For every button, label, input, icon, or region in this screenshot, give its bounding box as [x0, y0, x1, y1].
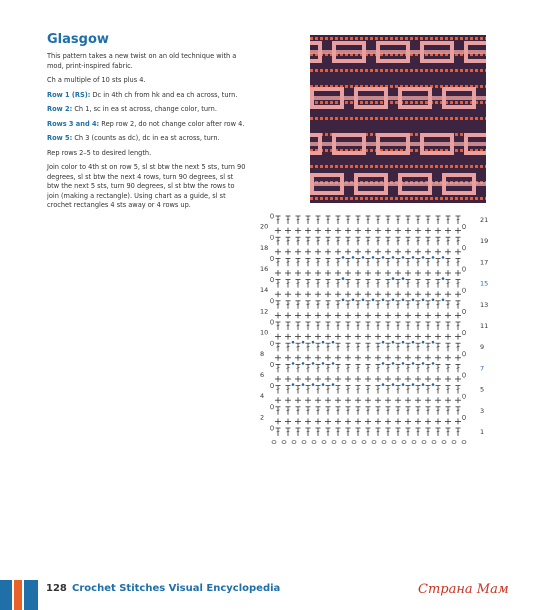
row-label-21: 21 [480, 216, 489, 224]
chart-row-15 [270, 277, 460, 287]
footer-color-stripes [0, 580, 40, 610]
row-label-18: 18 [260, 243, 269, 252]
row-label-11: 11 [480, 322, 489, 330]
stitch-chart [258, 212, 498, 456]
row-label-10: 10 [260, 328, 269, 337]
chart-row-12 [275, 309, 466, 318]
row-label-2: 2 [260, 413, 265, 422]
stripe-1 [0, 580, 12, 610]
row-label-20: 20 [260, 222, 269, 231]
paragraph-chain: Ch a multiple of 10 sts plus 4. [47, 76, 146, 84]
book-title: Crochet Stitches Visual Encyclopedia [72, 583, 281, 594]
paragraph-intro: This pattern takes a new twist on an old technique with a mod, print-inspired fabric. [47, 52, 237, 70]
chart-row-20 [275, 224, 466, 233]
paragraph-row5: Row 5: Ch 3 (counts as dc), dc in ea st across, turn. [47, 134, 220, 142]
chart-row-10 [275, 330, 466, 339]
row-label-3: 3 [480, 406, 485, 415]
row-label-12: 12 [260, 307, 269, 316]
row-label-19: 19 [480, 237, 489, 246]
chart-row-2 [275, 415, 466, 424]
stripe-3 [24, 580, 38, 610]
paragraph-row2: Row 2: Ch 1, sc in ea st across, change color, turn. [47, 105, 217, 113]
paragraph-join: Join color to 4th st on row 5, sl st btw the next 5 sts, turn 90 degrees, sl st btw the next 4 rows, turn 90 degrees, sl st btw the next 5 sts, turn 90 degrees, sl st btw the rows to join (making a rectangle). Using chart as a guide, sl st crochet rectangles 4 sts away or 4 rows up. [47, 163, 246, 209]
row-label-16: 16 [260, 265, 269, 273]
chart-row-3 [270, 405, 460, 415]
row-label-15: 15 [480, 279, 489, 288]
row-label-8: 8 [260, 349, 265, 358]
paragraph-repeat: Rep rows 2–5 to desired length. [47, 148, 152, 157]
row-label-9: 9 [480, 343, 485, 352]
pattern-instructions [47, 52, 247, 216]
row-label-7: 7 [480, 364, 485, 373]
row-label-14: 14 [260, 286, 269, 295]
row-label-6: 6 [260, 371, 265, 379]
paragraph-rows3-4: Rows 3 and 4: Rep row 2, do not change color after row 4. [47, 119, 245, 128]
chart-row-18 [275, 246, 466, 255]
page-number: 128 [46, 583, 67, 594]
row-label-4: 4 [260, 392, 265, 401]
chart-row-4 [275, 394, 466, 403]
chart-row-19 [270, 235, 460, 245]
chart-row-8 [275, 352, 466, 361]
chart-row-14 [275, 288, 466, 297]
chart-row-1 [270, 426, 460, 436]
row-label-5: 5 [480, 385, 485, 394]
chart-row-16 [275, 267, 466, 276]
chart-row-11 [270, 320, 460, 330]
row-label-13: 13 [480, 300, 489, 309]
pattern-title: Glasgow [47, 32, 109, 47]
site-watermark: Страна Мам [418, 582, 509, 597]
row-label-17: 17 [480, 258, 489, 267]
paragraph-row1: Row 1 (RS): Dc in 4th ch from hk and ea ch across, turn. [47, 90, 238, 99]
row-label-1: 1 [480, 428, 485, 436]
fabric-photo [310, 35, 486, 203]
chart-row-21 [270, 214, 460, 224]
stripe-2 [14, 580, 22, 610]
chart-row-6 [275, 373, 466, 382]
